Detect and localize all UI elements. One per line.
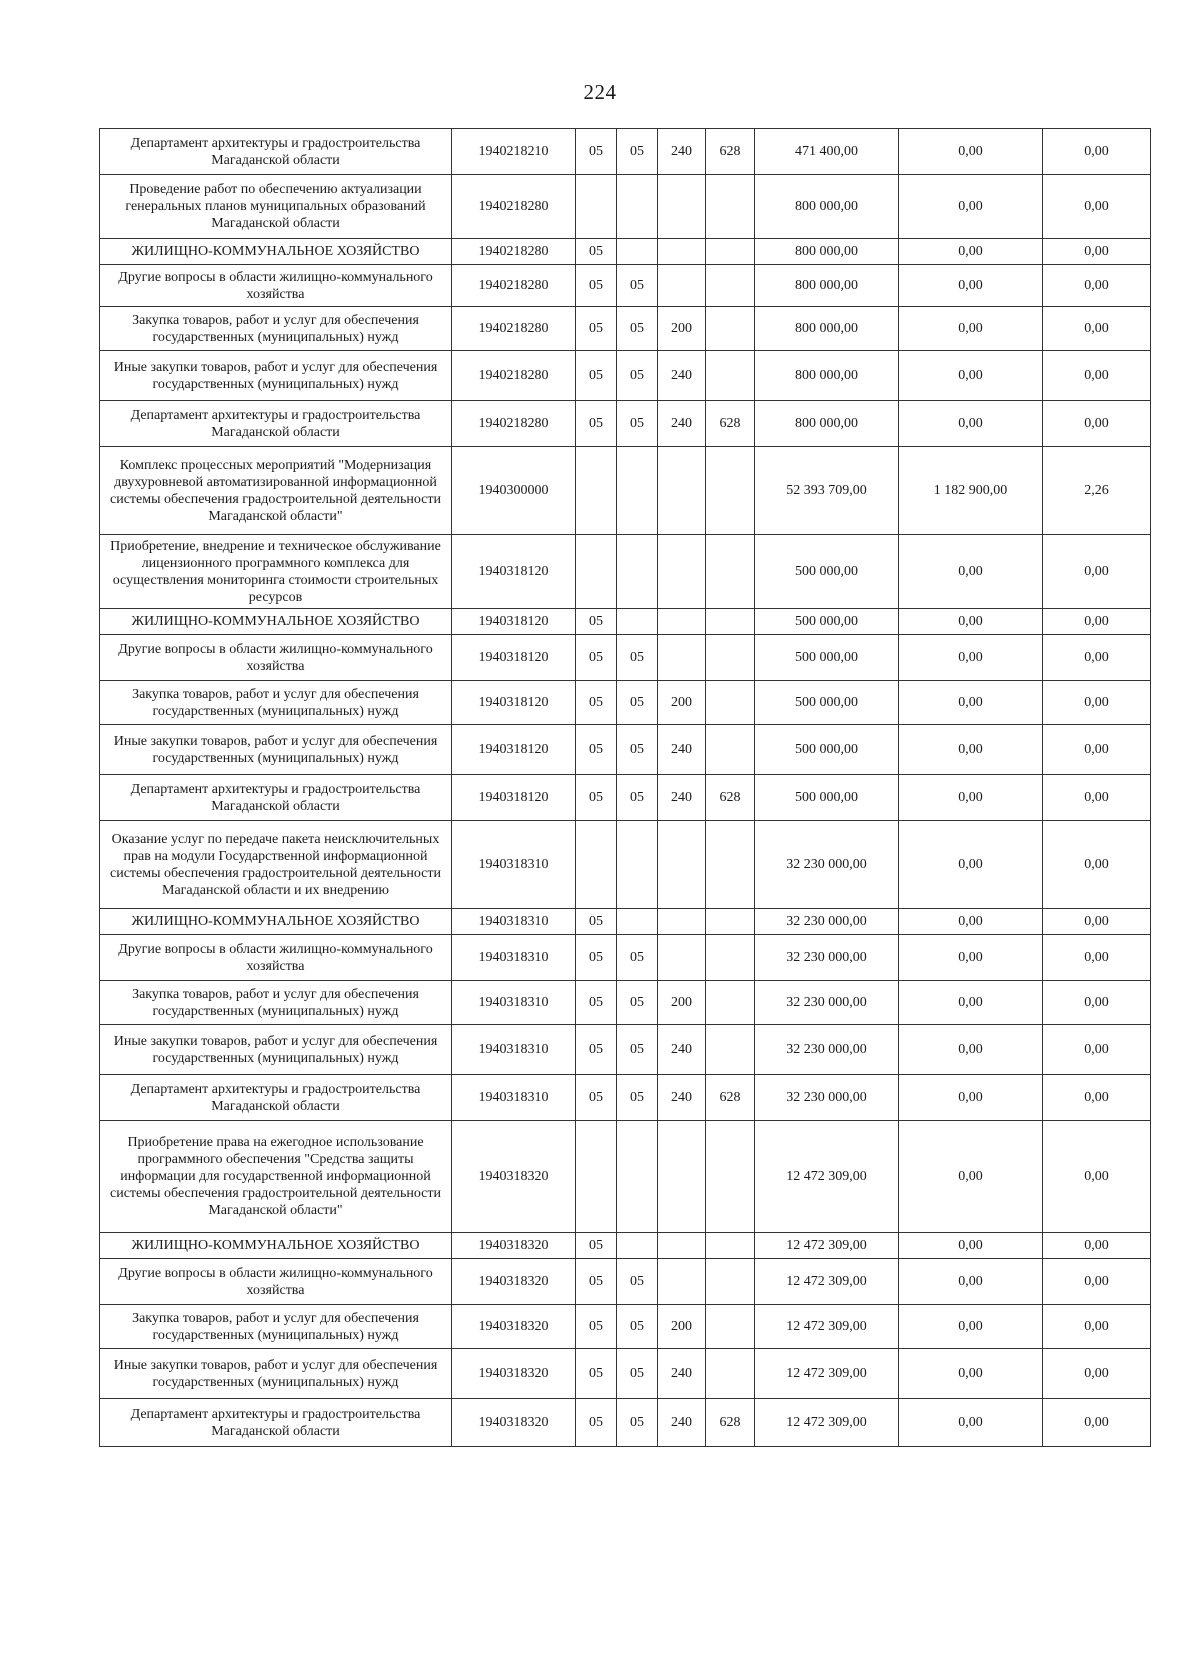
expense-type-cell bbox=[658, 535, 706, 609]
percent-executed-cell: 2,26 bbox=[1043, 447, 1151, 535]
amount-approved-cell: 32 230 000,00 bbox=[755, 1075, 899, 1121]
manager-code-cell: 628 bbox=[706, 129, 755, 175]
expense-type-cell bbox=[658, 609, 706, 635]
percent-executed-cell: 0,00 bbox=[1043, 535, 1151, 609]
subsection-cell: 05 bbox=[617, 1305, 658, 1349]
item-name-cell: Иные закупки товаров, работ и услуг для обеспечения государственных (муниципальных) нужд bbox=[100, 1025, 452, 1075]
target-article-cell: 1940318120 bbox=[452, 725, 576, 775]
page-number: 224 bbox=[583, 80, 617, 104]
budget-table bbox=[99, 128, 1151, 1447]
percent-executed-cell: 0,00 bbox=[1043, 1075, 1151, 1121]
item-name-cell: Оказание услуг по передаче пакета неисключительных прав на модули Государственной информационной системы обеспечения градостроительной деятельности Магаданской области и их внедрению bbox=[100, 821, 452, 909]
manager-code-cell: 628 bbox=[706, 401, 755, 447]
amount-executed-cell: 0,00 bbox=[899, 821, 1043, 909]
subsection-cell: 05 bbox=[617, 981, 658, 1025]
item-name-cell: Приобретение права на ежегодное использование программного обеспечения "Средства защиты информации для государственной информационной системы обеспечения градостроительной деятельности Магаданской области" bbox=[100, 1121, 452, 1233]
expense-type-cell bbox=[658, 1121, 706, 1233]
section-cell: 05 bbox=[576, 239, 617, 265]
table-row bbox=[100, 1075, 1151, 1121]
percent-executed-cell: 0,00 bbox=[1043, 821, 1151, 909]
table-row bbox=[100, 681, 1151, 725]
target-article-cell: 1940318320 bbox=[452, 1399, 576, 1447]
amount-executed-cell: 0,00 bbox=[899, 1305, 1043, 1349]
amount-approved-cell: 12 472 309,00 bbox=[755, 1305, 899, 1349]
target-article-cell: 1940318310 bbox=[452, 981, 576, 1025]
expense-type-cell bbox=[658, 821, 706, 909]
manager-code-cell bbox=[706, 635, 755, 681]
target-article-cell: 1940318320 bbox=[452, 1349, 576, 1399]
percent-executed-cell: 0,00 bbox=[1043, 265, 1151, 307]
amount-approved-cell: 32 230 000,00 bbox=[755, 909, 899, 935]
manager-code-cell bbox=[706, 821, 755, 909]
target-article-cell: 1940318320 bbox=[452, 1259, 576, 1305]
expense-type-cell: 240 bbox=[658, 1025, 706, 1075]
subsection-cell bbox=[617, 909, 658, 935]
expense-type-cell: 240 bbox=[658, 129, 706, 175]
expense-type-cell bbox=[658, 1233, 706, 1259]
amount-approved-cell: 12 472 309,00 bbox=[755, 1259, 899, 1305]
item-name-cell: Закупка товаров, работ и услуг для обеспечения государственных (муниципальных) нужд bbox=[100, 307, 452, 351]
subsection-cell: 05 bbox=[617, 1399, 658, 1447]
amount-approved-cell: 500 000,00 bbox=[755, 775, 899, 821]
expense-type-cell: 240 bbox=[658, 351, 706, 401]
amount-approved-cell: 12 472 309,00 bbox=[755, 1349, 899, 1399]
subsection-cell bbox=[617, 609, 658, 635]
table-row bbox=[100, 609, 1151, 635]
target-article-cell: 1940318120 bbox=[452, 775, 576, 821]
target-article-cell: 1940218280 bbox=[452, 265, 576, 307]
amount-executed-cell: 0,00 bbox=[899, 775, 1043, 821]
percent-executed-cell: 0,00 bbox=[1043, 1399, 1151, 1447]
amount-executed-cell: 0,00 bbox=[899, 1399, 1043, 1447]
subsection-cell: 05 bbox=[617, 935, 658, 981]
amount-executed-cell: 0,00 bbox=[899, 265, 1043, 307]
expense-type-cell: 200 bbox=[658, 307, 706, 351]
percent-executed-cell: 0,00 bbox=[1043, 175, 1151, 239]
percent-executed-cell: 0,00 bbox=[1043, 609, 1151, 635]
target-article-cell: 1940318310 bbox=[452, 1025, 576, 1075]
amount-executed-cell: 0,00 bbox=[899, 909, 1043, 935]
subsection-cell: 05 bbox=[617, 681, 658, 725]
table-row bbox=[100, 635, 1151, 681]
manager-code-cell bbox=[706, 447, 755, 535]
subsection-cell: 05 bbox=[617, 351, 658, 401]
table-row bbox=[100, 447, 1151, 535]
amount-executed-cell: 0,00 bbox=[899, 351, 1043, 401]
manager-code-cell: 628 bbox=[706, 1075, 755, 1121]
percent-executed-cell: 0,00 bbox=[1043, 1259, 1151, 1305]
section-cell: 05 bbox=[576, 401, 617, 447]
manager-code-cell bbox=[706, 1259, 755, 1305]
manager-code-cell bbox=[706, 981, 755, 1025]
expense-type-cell: 240 bbox=[658, 775, 706, 821]
percent-executed-cell: 0,00 bbox=[1043, 239, 1151, 265]
expense-type-cell: 240 bbox=[658, 725, 706, 775]
table-row bbox=[100, 1259, 1151, 1305]
amount-approved-cell: 471 400,00 bbox=[755, 129, 899, 175]
manager-code-cell bbox=[706, 909, 755, 935]
amount-executed-cell: 0,00 bbox=[899, 401, 1043, 447]
target-article-cell: 1940218280 bbox=[452, 239, 576, 265]
table-row bbox=[100, 401, 1151, 447]
expense-type-cell bbox=[658, 239, 706, 265]
target-article-cell: 1940318320 bbox=[452, 1233, 576, 1259]
table-row bbox=[100, 1233, 1151, 1259]
subsection-cell bbox=[617, 821, 658, 909]
section-cell: 05 bbox=[576, 635, 617, 681]
percent-executed-cell: 0,00 bbox=[1043, 909, 1151, 935]
expense-type-cell: 200 bbox=[658, 681, 706, 725]
percent-executed-cell: 0,00 bbox=[1043, 681, 1151, 725]
table-row bbox=[100, 1121, 1151, 1233]
subsection-cell: 05 bbox=[617, 1025, 658, 1075]
item-name-cell: Закупка товаров, работ и услуг для обеспечения государственных (муниципальных) нужд bbox=[100, 1305, 452, 1349]
manager-code-cell: 628 bbox=[706, 1399, 755, 1447]
amount-executed-cell: 0,00 bbox=[899, 1121, 1043, 1233]
section-cell: 05 bbox=[576, 1233, 617, 1259]
subsection-cell: 05 bbox=[617, 1075, 658, 1121]
amount-approved-cell: 800 000,00 bbox=[755, 351, 899, 401]
section-cell: 05 bbox=[576, 681, 617, 725]
table-row bbox=[100, 775, 1151, 821]
item-name-cell: Департамент архитектуры и градостроительства Магаданской области bbox=[100, 1075, 452, 1121]
item-name-cell: ЖИЛИЩНО-КОММУНАЛЬНОЕ ХОЗЯЙСТВО bbox=[100, 239, 452, 265]
amount-executed-cell: 0,00 bbox=[899, 175, 1043, 239]
item-name-cell: Закупка товаров, работ и услуг для обеспечения государственных (муниципальных) нужд bbox=[100, 981, 452, 1025]
section-cell: 05 bbox=[576, 909, 617, 935]
item-name-cell: Другие вопросы в области жилищно-коммунального хозяйства bbox=[100, 635, 452, 681]
target-article-cell: 1940318120 bbox=[452, 609, 576, 635]
item-name-cell: Проведение работ по обеспечению актуализации генеральных планов муниципальных образований Магаданской области bbox=[100, 175, 452, 239]
target-article-cell: 1940318310 bbox=[452, 821, 576, 909]
table-row bbox=[100, 981, 1151, 1025]
item-name-cell: Департамент архитектуры и градостроительства Магаданской области bbox=[100, 775, 452, 821]
section-cell: 05 bbox=[576, 1305, 617, 1349]
percent-executed-cell: 0,00 bbox=[1043, 1349, 1151, 1399]
manager-code-cell bbox=[706, 1025, 755, 1075]
manager-code-cell bbox=[706, 1305, 755, 1349]
percent-executed-cell: 0,00 bbox=[1043, 129, 1151, 175]
subsection-cell: 05 bbox=[617, 401, 658, 447]
target-article-cell: 1940218280 bbox=[452, 351, 576, 401]
target-article-cell: 1940300000 bbox=[452, 447, 576, 535]
manager-code-cell bbox=[706, 307, 755, 351]
item-name-cell: ЖИЛИЩНО-КОММУНАЛЬНОЕ ХОЗЯЙСТВО bbox=[100, 909, 452, 935]
amount-approved-cell: 500 000,00 bbox=[755, 609, 899, 635]
expense-type-cell bbox=[658, 935, 706, 981]
table-row bbox=[100, 239, 1151, 265]
table-row bbox=[100, 725, 1151, 775]
amount-approved-cell: 800 000,00 bbox=[755, 239, 899, 265]
amount-approved-cell: 500 000,00 bbox=[755, 535, 899, 609]
target-article-cell: 1940318120 bbox=[452, 681, 576, 725]
item-name-cell: Иные закупки товаров, работ и услуг для обеспечения государственных (муниципальных) нужд bbox=[100, 725, 452, 775]
amount-executed-cell: 0,00 bbox=[899, 681, 1043, 725]
subsection-cell: 05 bbox=[617, 265, 658, 307]
percent-executed-cell: 0,00 bbox=[1043, 935, 1151, 981]
expense-type-cell: 240 bbox=[658, 1075, 706, 1121]
item-name-cell: Закупка товаров, работ и услуг для обеспечения государственных (муниципальных) нужд bbox=[100, 681, 452, 725]
expense-type-cell: 200 bbox=[658, 1305, 706, 1349]
amount-approved-cell: 32 230 000,00 bbox=[755, 981, 899, 1025]
expense-type-cell: 240 bbox=[658, 1399, 706, 1447]
amount-executed-cell: 0,00 bbox=[899, 307, 1043, 351]
manager-code-cell bbox=[706, 239, 755, 265]
target-article-cell: 1940318120 bbox=[452, 535, 576, 609]
section-cell: 05 bbox=[576, 609, 617, 635]
percent-executed-cell: 0,00 bbox=[1043, 351, 1151, 401]
amount-executed-cell: 0,00 bbox=[899, 1259, 1043, 1305]
amount-executed-cell: 0,00 bbox=[899, 981, 1043, 1025]
subsection-cell: 05 bbox=[617, 635, 658, 681]
section-cell: 05 bbox=[576, 1075, 617, 1121]
manager-code-cell bbox=[706, 609, 755, 635]
target-article-cell: 1940218280 bbox=[452, 401, 576, 447]
expense-type-cell bbox=[658, 909, 706, 935]
section-cell: 05 bbox=[576, 1349, 617, 1399]
table-row bbox=[100, 1349, 1151, 1399]
amount-executed-cell: 0,00 bbox=[899, 635, 1043, 681]
expense-type-cell: 200 bbox=[658, 981, 706, 1025]
expense-type-cell bbox=[658, 175, 706, 239]
expense-type-cell bbox=[658, 447, 706, 535]
subsection-cell bbox=[617, 175, 658, 239]
item-name-cell: Приобретение, внедрение и техническое обслуживание лицензионного программного комплекса для осуществления мониторинга стоимости строительных ресурсов bbox=[100, 535, 452, 609]
amount-executed-cell: 1 182 900,00 bbox=[899, 447, 1043, 535]
target-article-cell: 1940318310 bbox=[452, 935, 576, 981]
amount-approved-cell: 800 000,00 bbox=[755, 175, 899, 239]
percent-executed-cell: 0,00 bbox=[1043, 1025, 1151, 1075]
item-name-cell: ЖИЛИЩНО-КОММУНАЛЬНОЕ ХОЗЯЙСТВО bbox=[100, 609, 452, 635]
table-row bbox=[100, 1305, 1151, 1349]
amount-executed-cell: 0,00 bbox=[899, 129, 1043, 175]
subsection-cell: 05 bbox=[617, 307, 658, 351]
amount-approved-cell: 12 472 309,00 bbox=[755, 1233, 899, 1259]
target-article-cell: 1940218210 bbox=[452, 129, 576, 175]
amount-approved-cell: 500 000,00 bbox=[755, 681, 899, 725]
amount-approved-cell: 32 230 000,00 bbox=[755, 821, 899, 909]
target-article-cell: 1940218280 bbox=[452, 307, 576, 351]
subsection-cell: 05 bbox=[617, 1259, 658, 1305]
percent-executed-cell: 0,00 bbox=[1043, 307, 1151, 351]
manager-code-cell bbox=[706, 1121, 755, 1233]
section-cell: 05 bbox=[576, 351, 617, 401]
target-article-cell: 1940318310 bbox=[452, 1075, 576, 1121]
amount-executed-cell: 0,00 bbox=[899, 1233, 1043, 1259]
subsection-cell: 05 bbox=[617, 1349, 658, 1399]
amount-approved-cell: 500 000,00 bbox=[755, 725, 899, 775]
percent-executed-cell: 0,00 bbox=[1043, 775, 1151, 821]
target-article-cell: 1940218280 bbox=[452, 175, 576, 239]
section-cell: 05 bbox=[576, 129, 617, 175]
item-name-cell: ЖИЛИЩНО-КОММУНАЛЬНОЕ ХОЗЯЙСТВО bbox=[100, 1233, 452, 1259]
amount-approved-cell: 800 000,00 bbox=[755, 401, 899, 447]
section-cell: 05 bbox=[576, 1259, 617, 1305]
target-article-cell: 1940318320 bbox=[452, 1305, 576, 1349]
percent-executed-cell: 0,00 bbox=[1043, 1305, 1151, 1349]
percent-executed-cell: 0,00 bbox=[1043, 635, 1151, 681]
table-body bbox=[100, 129, 1151, 1447]
subsection-cell: 05 bbox=[617, 725, 658, 775]
amount-executed-cell: 0,00 bbox=[899, 1025, 1043, 1075]
table-row bbox=[100, 821, 1151, 909]
manager-code-cell bbox=[706, 935, 755, 981]
manager-code-cell bbox=[706, 725, 755, 775]
manager-code-cell bbox=[706, 681, 755, 725]
expense-type-cell bbox=[658, 1259, 706, 1305]
target-article-cell: 1940318310 bbox=[452, 909, 576, 935]
table-row bbox=[100, 307, 1151, 351]
target-article-cell: 1940318120 bbox=[452, 635, 576, 681]
section-cell bbox=[576, 535, 617, 609]
table-row bbox=[100, 1025, 1151, 1075]
section-cell: 05 bbox=[576, 1399, 617, 1447]
subsection-cell bbox=[617, 1121, 658, 1233]
subsection-cell: 05 bbox=[617, 129, 658, 175]
table-row bbox=[100, 265, 1151, 307]
amount-approved-cell: 32 230 000,00 bbox=[755, 1025, 899, 1075]
manager-code-cell bbox=[706, 175, 755, 239]
section-cell bbox=[576, 447, 617, 535]
table-row bbox=[100, 935, 1151, 981]
subsection-cell bbox=[617, 447, 658, 535]
table-row bbox=[100, 909, 1151, 935]
section-cell: 05 bbox=[576, 981, 617, 1025]
amount-approved-cell: 32 230 000,00 bbox=[755, 935, 899, 981]
manager-code-cell bbox=[706, 351, 755, 401]
percent-executed-cell: 0,00 bbox=[1043, 401, 1151, 447]
amount-executed-cell: 0,00 bbox=[899, 239, 1043, 265]
expense-type-cell bbox=[658, 265, 706, 307]
percent-executed-cell: 0,00 bbox=[1043, 1233, 1151, 1259]
table-row bbox=[100, 175, 1151, 239]
item-name-cell: Комплекс процессных мероприятий "Модернизация двухуровневой автоматизированной информационной системы обеспечения градостроительной деятельности Магаданской области" bbox=[100, 447, 452, 535]
percent-executed-cell: 0,00 bbox=[1043, 1121, 1151, 1233]
percent-executed-cell: 0,00 bbox=[1043, 725, 1151, 775]
table-row bbox=[100, 535, 1151, 609]
item-name-cell: Иные закупки товаров, работ и услуг для обеспечения государственных (муниципальных) нужд bbox=[100, 1349, 452, 1399]
amount-approved-cell: 12 472 309,00 bbox=[755, 1121, 899, 1233]
section-cell: 05 bbox=[576, 307, 617, 351]
subsection-cell bbox=[617, 535, 658, 609]
subsection-cell: 05 bbox=[617, 775, 658, 821]
amount-executed-cell: 0,00 bbox=[899, 725, 1043, 775]
item-name-cell: Департамент архитектуры и градостроительства Магаданской области bbox=[100, 401, 452, 447]
expense-type-cell bbox=[658, 635, 706, 681]
manager-code-cell bbox=[706, 265, 755, 307]
amount-executed-cell: 0,00 bbox=[899, 609, 1043, 635]
manager-code-cell bbox=[706, 1233, 755, 1259]
amount-executed-cell: 0,00 bbox=[899, 1349, 1043, 1399]
amount-executed-cell: 0,00 bbox=[899, 535, 1043, 609]
section-cell: 05 bbox=[576, 1025, 617, 1075]
expense-type-cell: 240 bbox=[658, 1349, 706, 1399]
table-row bbox=[100, 1399, 1151, 1447]
subsection-cell bbox=[617, 1233, 658, 1259]
item-name-cell: Департамент архитектуры и градостроительства Магаданской области bbox=[100, 1399, 452, 1447]
section-cell bbox=[576, 821, 617, 909]
amount-approved-cell: 800 000,00 bbox=[755, 265, 899, 307]
target-article-cell: 1940318320 bbox=[452, 1121, 576, 1233]
table-row bbox=[100, 351, 1151, 401]
section-cell: 05 bbox=[576, 725, 617, 775]
amount-approved-cell: 800 000,00 bbox=[755, 307, 899, 351]
section-cell bbox=[576, 1121, 617, 1233]
item-name-cell: Иные закупки товаров, работ и услуг для обеспечения государственных (муниципальных) нужд bbox=[100, 351, 452, 401]
item-name-cell: Другие вопросы в области жилищно-коммунального хозяйства bbox=[100, 935, 452, 981]
item-name-cell: Другие вопросы в области жилищно-коммунального хозяйства bbox=[100, 265, 452, 307]
section-cell: 05 bbox=[576, 775, 617, 821]
manager-code-cell: 628 bbox=[706, 775, 755, 821]
section-cell: 05 bbox=[576, 935, 617, 981]
manager-code-cell bbox=[706, 535, 755, 609]
item-name-cell: Другие вопросы в области жилищно-коммунального хозяйства bbox=[100, 1259, 452, 1305]
amount-approved-cell: 12 472 309,00 bbox=[755, 1399, 899, 1447]
amount-executed-cell: 0,00 bbox=[899, 1075, 1043, 1121]
amount-approved-cell: 52 393 709,00 bbox=[755, 447, 899, 535]
amount-executed-cell: 0,00 bbox=[899, 935, 1043, 981]
section-cell bbox=[576, 175, 617, 239]
expense-type-cell: 240 bbox=[658, 401, 706, 447]
amount-approved-cell: 500 000,00 bbox=[755, 635, 899, 681]
manager-code-cell bbox=[706, 1349, 755, 1399]
section-cell: 05 bbox=[576, 265, 617, 307]
subsection-cell bbox=[617, 239, 658, 265]
percent-executed-cell: 0,00 bbox=[1043, 981, 1151, 1025]
table-row bbox=[100, 129, 1151, 175]
item-name-cell: Департамент архитектуры и градостроительства Магаданской области bbox=[100, 129, 452, 175]
